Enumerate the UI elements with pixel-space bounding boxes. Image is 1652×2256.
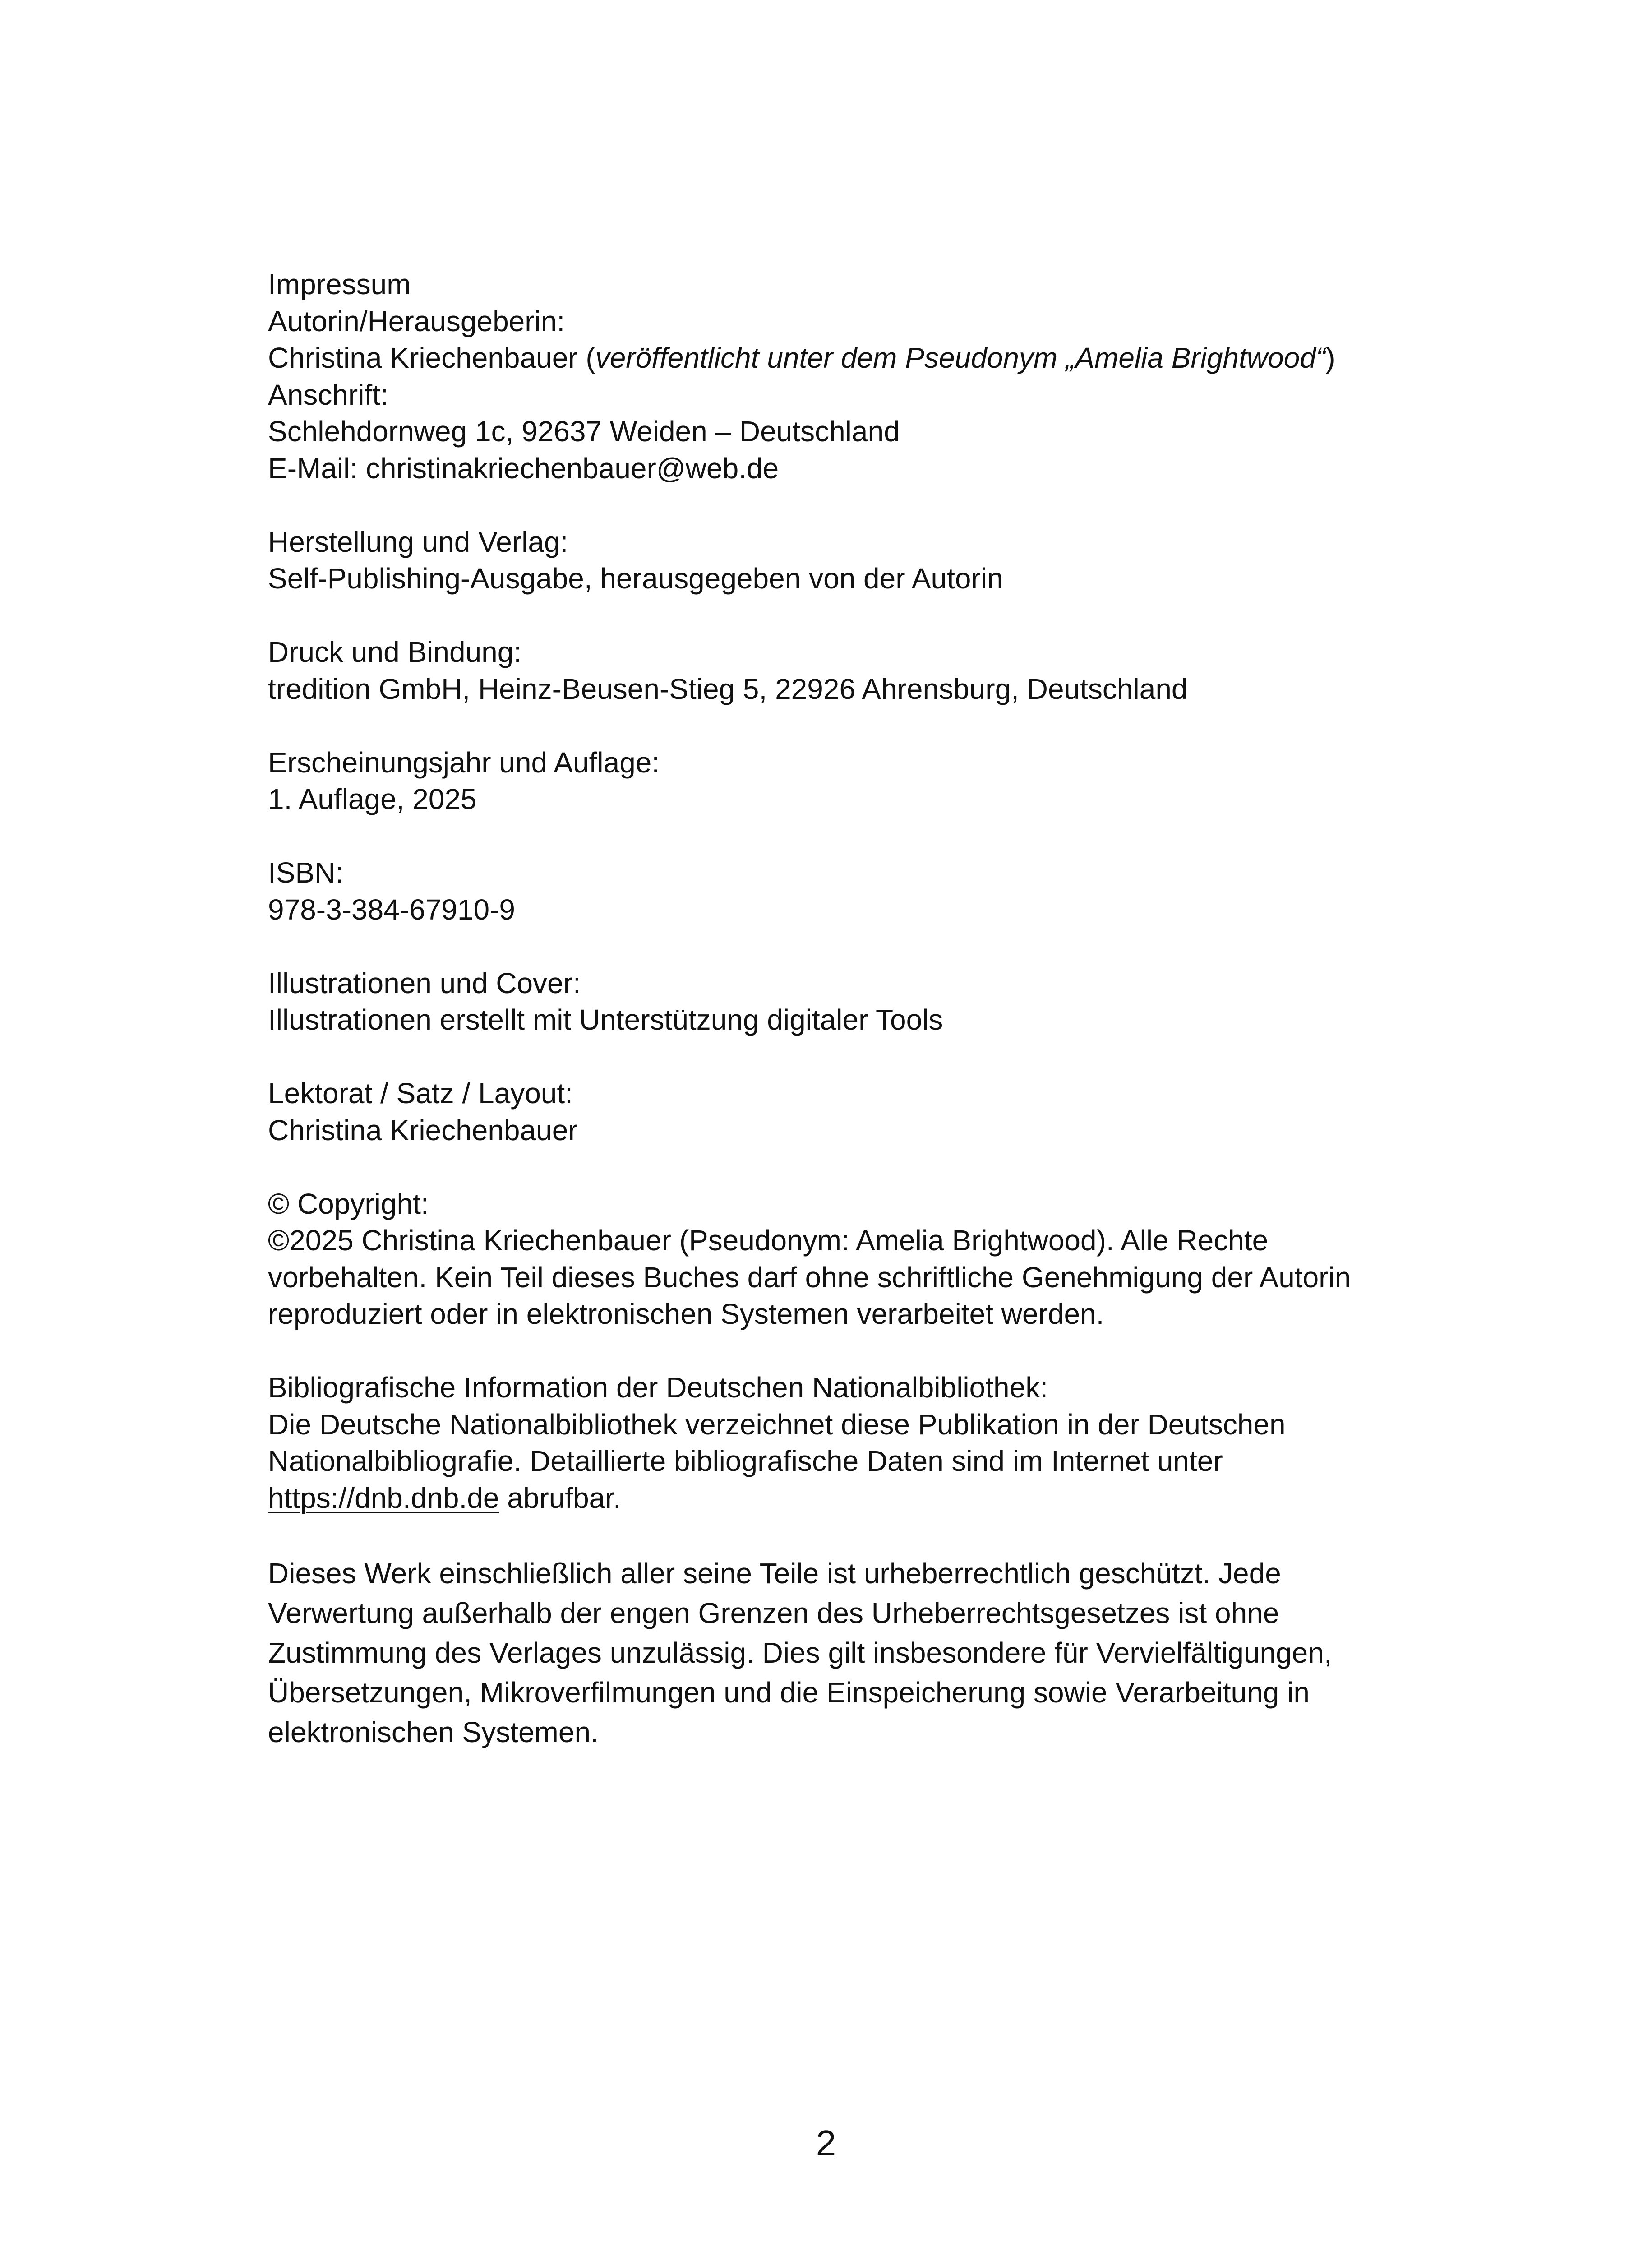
dnb-text-suffix: abrufbar.	[499, 1481, 621, 1514]
publishing-value: Self-Publishing-Ausgabe, herausgegeben von der Autorin	[268, 562, 1003, 595]
spacer	[268, 1149, 1396, 1186]
spacer	[268, 707, 1396, 744]
dnb-label: Bibliografische Information der Deutschen Nationalbibliothek:	[268, 1371, 1048, 1404]
dnb-text	[268, 1406, 1396, 1517]
illustrations-label: Illustrationen und Cover:	[268, 966, 581, 999]
spacer	[268, 1039, 1396, 1076]
spacer	[268, 928, 1396, 965]
page-number: 2	[816, 2123, 836, 2163]
illustrations-value: Illustrationen erstellt mit Unterstützung digitaler Tools	[268, 1003, 943, 1036]
spacer	[268, 1333, 1396, 1370]
editing-value: Christina Kriechenbauer	[268, 1114, 578, 1146]
dnb-text-body: Die Deutsche Nationalbibliothek verzeichnet diese Publikation in der Deutschen Nationalbibliografie. Detaillierte bibliografische Daten sind im Internet unter	[268, 1408, 1286, 1477]
author-name: Christina Kriechenbauer	[268, 342, 578, 374]
edition-label: Erscheinungsjahr und Auflage:	[268, 746, 660, 779]
printing-label: Druck und Bindung:	[268, 636, 522, 668]
author-note-close: )	[1325, 342, 1335, 374]
address-label: Anschrift:	[268, 378, 388, 411]
address: Schlehdornweg 1c, 92637 Weiden – Deutschland	[268, 415, 900, 448]
isbn-label: ISBN:	[268, 856, 344, 889]
pseudonym-note: veröffentlicht unter dem Pseudonym „Amelia Brightwood“	[595, 342, 1326, 374]
rights-text: Dieses Werk einschließlich aller seine Teile ist urheberrechtlich geschützt. Jede Verwertung außerhalb der engen Grenzen des Urheberrechtsgesetzes ist ohne Zustimmung des Verlages unzulässig. Dies gilt insbesondere für Vervielfältigungen, Übersetzungen, Mikroverfilmungen und die Einspeicherung sowie Verarbeitung in elektronischen Systemen.	[268, 1557, 1332, 1748]
copyright-text: ©2025 Christina Kriechenbauer (Pseudonym: Amelia Brightwood). Alle Rechte vorbehalten. Kein Teil dieses Buches darf ohne schriftliche Genehmigung der Autorin reproduziert oder in elektronischen Systemen verarbeitet werden.	[268, 1224, 1351, 1330]
author-line	[268, 340, 1396, 377]
editing-label: Lektorat / Satz / Layout:	[268, 1077, 573, 1110]
spacer	[268, 818, 1396, 855]
email: E-Mail: christinakriechenbauer@web.de	[268, 452, 779, 485]
dnb-link[interactable]: https://dnb.dnb.de	[268, 1481, 499, 1514]
author-label: Autorin/Herausgeberin:	[268, 305, 565, 337]
isbn-value: 978-3-384-67910-9	[268, 893, 515, 926]
printing-value: tredition GmbH, Heinz-Beusen-Stieg 5, 22926 Ahrensburg, Deutschland	[268, 672, 1188, 705]
author-note-open: (	[577, 342, 595, 374]
copyright-label: © Copyright:	[268, 1187, 429, 1220]
impressum-block	[268, 266, 1396, 1752]
spacer	[268, 597, 1396, 634]
spacer	[268, 487, 1396, 524]
spacer	[268, 1516, 1396, 1553]
edition-value: 1. Auflage, 2025	[268, 783, 477, 815]
impressum-title: Impressum	[268, 268, 411, 300]
publishing-label: Herstellung und Verlag:	[268, 525, 568, 558]
